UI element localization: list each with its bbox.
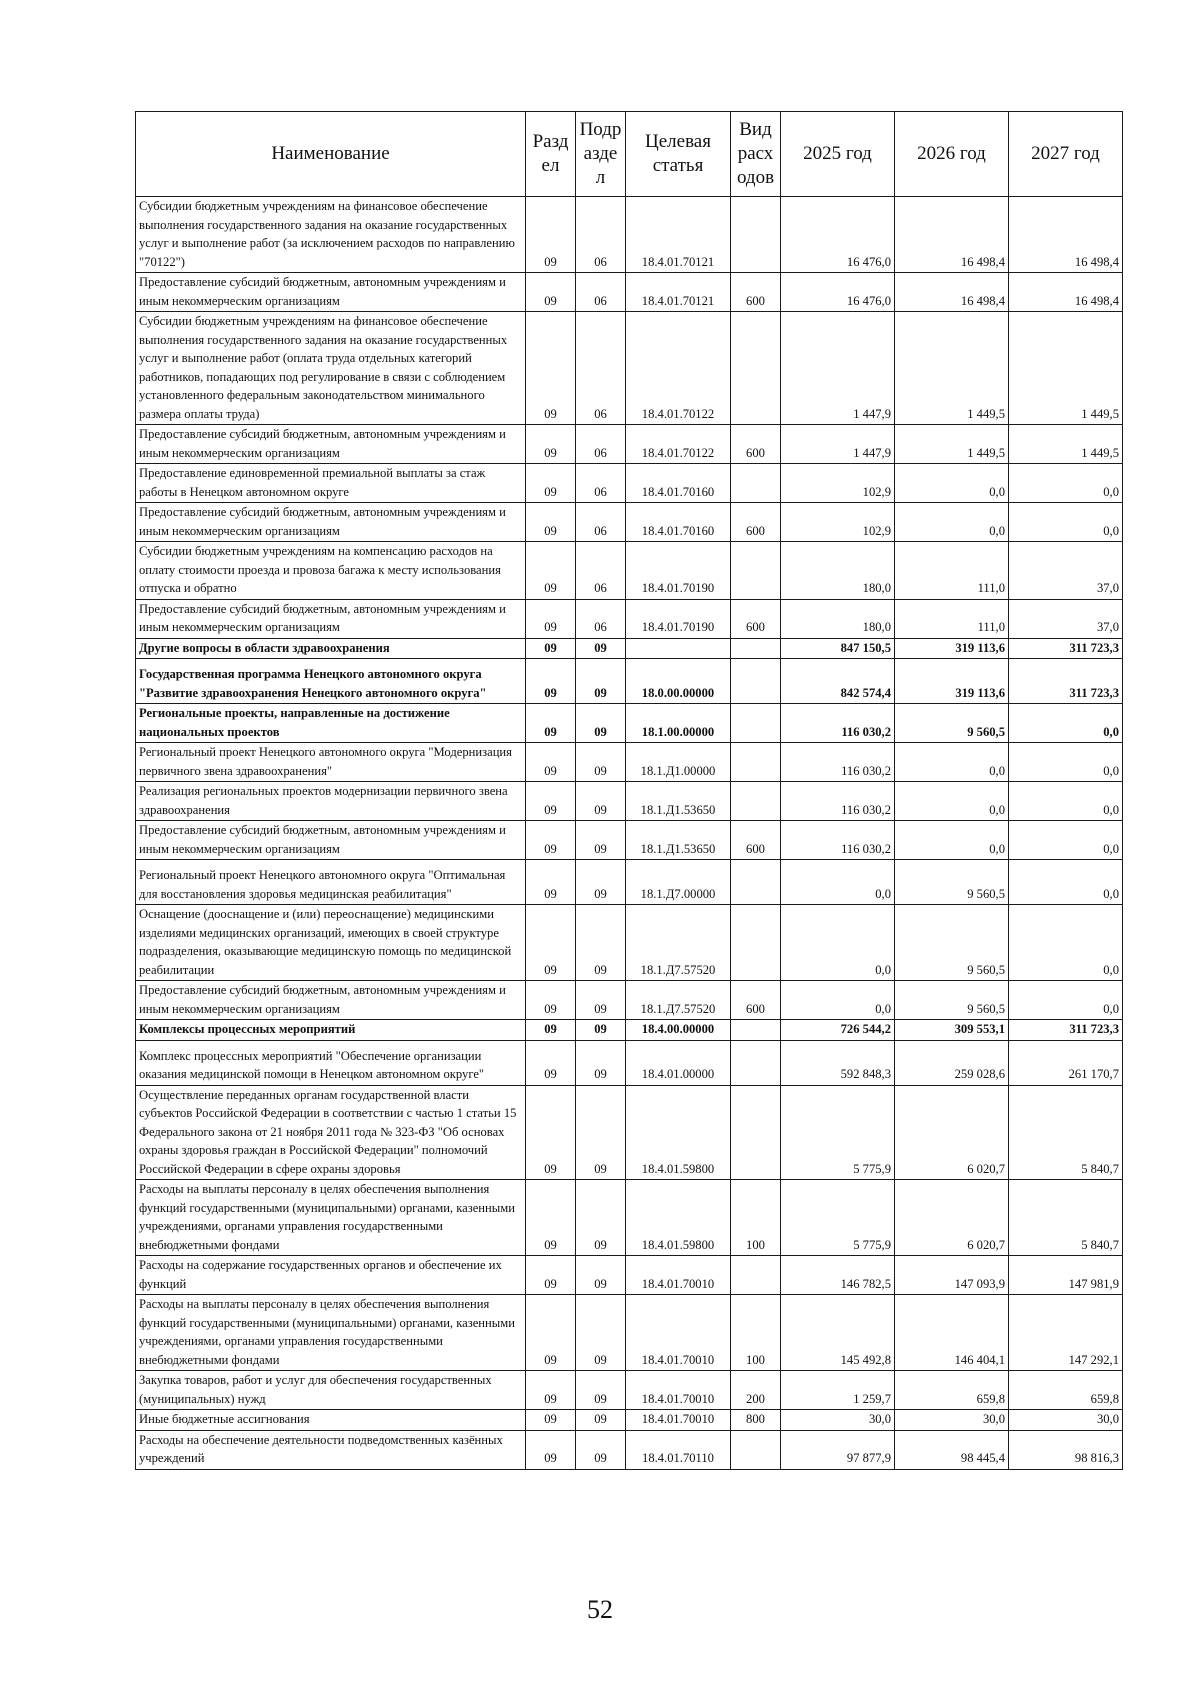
- table-row: [136, 659, 1123, 704]
- cell-name: Комплекс процессных мероприятий "Обеспечение организации оказания медицинской помощи в Ненецком автономном округе": [136, 1040, 526, 1085]
- cell-vid: [731, 1085, 781, 1180]
- cell-2027: 98 816,3: [1009, 1430, 1123, 1469]
- cell-2026: 9 560,5: [895, 704, 1009, 743]
- cell-2025: 842 574,4: [781, 659, 895, 704]
- cell-celevaya: 18.4.01.70010: [626, 1256, 731, 1295]
- cell-celevaya: 18.0.00.00000: [626, 659, 731, 704]
- cell-2027: 5 840,7: [1009, 1085, 1123, 1180]
- cell-2027: 0,0: [1009, 743, 1123, 782]
- cell-celevaya: 18.4.01.00000: [626, 1040, 731, 1085]
- cell-celevaya: 18.1.Д7.00000: [626, 860, 731, 905]
- table-row: [136, 503, 1123, 542]
- cell-vid: [731, 1256, 781, 1295]
- cell-2026: 1 449,5: [895, 425, 1009, 464]
- cell-name: Оснащение (дооснащение и (или) переоснащение) медицинскими изделиями медицинских организаций, имеющих в своей структуре подразделения, оказывающие медицинскую помощь по медицинской реабилитации: [136, 905, 526, 981]
- cell-celevaya: 18.4.01.70160: [626, 503, 731, 542]
- cell-razdel: 09: [526, 860, 576, 905]
- cell-2026: 6 020,7: [895, 1085, 1009, 1180]
- cell-razdel: 09: [526, 503, 576, 542]
- cell-vid: [731, 1020, 781, 1041]
- cell-razdel: 09: [526, 1085, 576, 1180]
- table-row: [136, 197, 1123, 273]
- cell-razdel: 09: [526, 197, 576, 273]
- table-row: [136, 1430, 1123, 1469]
- cell-celevaya: 18.4.01.70122: [626, 312, 731, 425]
- cell-2026: 0,0: [895, 464, 1009, 503]
- cell-2025: 180,0: [781, 599, 895, 638]
- header-name: Наименование: [136, 112, 526, 197]
- cell-2027: 37,0: [1009, 542, 1123, 600]
- cell-podrazdel: 09: [576, 1040, 626, 1085]
- cell-2025: 16 476,0: [781, 273, 895, 312]
- cell-podrazdel: 06: [576, 312, 626, 425]
- cell-2026: 6 020,7: [895, 1180, 1009, 1256]
- cell-razdel: 09: [526, 1295, 576, 1371]
- cell-celevaya: 18.4.01.70010: [626, 1410, 731, 1431]
- cell-2026: 319 113,6: [895, 659, 1009, 704]
- cell-2026: 0,0: [895, 821, 1009, 860]
- header-2025: 2025 год: [781, 112, 895, 197]
- table-row: [136, 542, 1123, 600]
- cell-podrazdel: 06: [576, 464, 626, 503]
- cell-2026: 9 560,5: [895, 905, 1009, 981]
- cell-vid: 800: [731, 1410, 781, 1431]
- cell-podrazdel: 09: [576, 1295, 626, 1371]
- cell-2025: 97 877,9: [781, 1430, 895, 1469]
- cell-name: Расходы на выплаты персоналу в целях обеспечения выполнения функций государственными (муниципальными) органами, казенными учреждениями, органами управления государственными внебюджетными фондами: [136, 1180, 526, 1256]
- cell-celevaya: 18.4.01.70110: [626, 1430, 731, 1469]
- cell-celevaya: 18.4.01.59800: [626, 1180, 731, 1256]
- cell-podrazdel: 09: [576, 1410, 626, 1431]
- table-row: [136, 981, 1123, 1020]
- cell-name: Иные бюджетные ассигнования: [136, 1410, 526, 1431]
- cell-vid: [731, 905, 781, 981]
- cell-celevaya: [626, 638, 731, 659]
- cell-celevaya: 18.1.Д1.00000: [626, 743, 731, 782]
- cell-razdel: 09: [526, 1410, 576, 1431]
- cell-name: Расходы на содержание государственных органов и обеспечение их функций: [136, 1256, 526, 1295]
- cell-vid: 600: [731, 599, 781, 638]
- cell-podrazdel: 06: [576, 503, 626, 542]
- cell-name: Осуществление переданных органам государственной власти субъектов Российской Федерации в соответствии с частью 1 статьи 15 Федерального закона от 21 ноября 2011 года № 323-ФЗ "Об основах охраны здоровья граждан в Российской Федерации" полномочий Российской Федерации в сфере охраны здоровья: [136, 1085, 526, 1180]
- cell-2027: 147 981,9: [1009, 1256, 1123, 1295]
- cell-2026: 9 560,5: [895, 860, 1009, 905]
- cell-podrazdel: 09: [576, 905, 626, 981]
- cell-razdel: 09: [526, 821, 576, 860]
- table-row: [136, 821, 1123, 860]
- cell-2026: 0,0: [895, 782, 1009, 821]
- table-row: [136, 1020, 1123, 1041]
- cell-celevaya: 18.4.01.70190: [626, 599, 731, 638]
- cell-2025: 726 544,2: [781, 1020, 895, 1041]
- cell-vid: 200: [731, 1371, 781, 1410]
- table-row: [136, 860, 1123, 905]
- table-row: [136, 1371, 1123, 1410]
- cell-2027: 0,0: [1009, 782, 1123, 821]
- cell-vid: [731, 704, 781, 743]
- cell-celevaya: 18.1.Д1.53650: [626, 782, 731, 821]
- table-row: [136, 425, 1123, 464]
- cell-name: Предоставление субсидий бюджетным, автономным учреждениям и иным некоммерческим организациям: [136, 425, 526, 464]
- table-row: [136, 743, 1123, 782]
- cell-razdel: 09: [526, 905, 576, 981]
- cell-2026: 9 560,5: [895, 981, 1009, 1020]
- table-row: [136, 704, 1123, 743]
- cell-2027: 16 498,4: [1009, 197, 1123, 273]
- cell-name: Расходы на выплаты персоналу в целях обеспечения выполнения функций государственными (муниципальными) органами, казенными учреждениями, органами управления государственными внебюджетными фондами: [136, 1295, 526, 1371]
- cell-2027: 311 723,3: [1009, 638, 1123, 659]
- cell-name: Реализация региональных проектов модернизации первичного звена здравоохранения: [136, 782, 526, 821]
- cell-2025: 5 775,9: [781, 1085, 895, 1180]
- cell-razdel: 09: [526, 659, 576, 704]
- cell-2025: 0,0: [781, 981, 895, 1020]
- cell-razdel: 09: [526, 464, 576, 503]
- cell-2026: 111,0: [895, 599, 1009, 638]
- cell-2025: 146 782,5: [781, 1256, 895, 1295]
- header-vid: Вид расх одов: [731, 112, 781, 197]
- table-body: [136, 197, 1123, 1470]
- cell-podrazdel: 09: [576, 821, 626, 860]
- table-row: [136, 1040, 1123, 1085]
- table-row: [136, 464, 1123, 503]
- cell-2026: 111,0: [895, 542, 1009, 600]
- cell-name: Субсидии бюджетным учреждениям на финансовое обеспечение выполнения государственного задания на оказание государственных услуг и выполнение работ (за исключением расходов по направлению "70122"): [136, 197, 526, 273]
- cell-celevaya: 18.1.Д7.57520: [626, 905, 731, 981]
- cell-2026: 16 498,4: [895, 197, 1009, 273]
- cell-2026: 1 449,5: [895, 312, 1009, 425]
- cell-podrazdel: 09: [576, 981, 626, 1020]
- cell-vid: [731, 743, 781, 782]
- cell-2026: 146 404,1: [895, 1295, 1009, 1371]
- cell-vid: [731, 464, 781, 503]
- cell-podrazdel: 09: [576, 1256, 626, 1295]
- cell-name: Региональный проект Ненецкого автономного округа "Модернизация первичного звена здравоохранения": [136, 743, 526, 782]
- cell-celevaya: 18.4.01.59800: [626, 1085, 731, 1180]
- cell-2025: 116 030,2: [781, 821, 895, 860]
- cell-name: Региональные проекты, направленные на достижение национальных проектов: [136, 704, 526, 743]
- cell-2025: 116 030,2: [781, 704, 895, 743]
- cell-name: Закупка товаров, работ и услуг для обеспечения государственных (муниципальных) нужд: [136, 1371, 526, 1410]
- cell-vid: 600: [731, 273, 781, 312]
- cell-vid: [731, 860, 781, 905]
- cell-podrazdel: 06: [576, 599, 626, 638]
- table-row: [136, 1085, 1123, 1180]
- cell-2025: 116 030,2: [781, 743, 895, 782]
- cell-name: Комплексы процессных мероприятий: [136, 1020, 526, 1041]
- cell-2026: 319 113,6: [895, 638, 1009, 659]
- cell-name: Государственная программа Ненецкого автономного округа "Развитие здравоохранения Ненецкого автономного округа": [136, 659, 526, 704]
- cell-celevaya: 18.4.01.70010: [626, 1295, 731, 1371]
- cell-razdel: 09: [526, 599, 576, 638]
- cell-2027: 261 170,7: [1009, 1040, 1123, 1085]
- cell-celevaya: 18.4.01.70122: [626, 425, 731, 464]
- cell-name: Расходы на обеспечение деятельности подведомственных казённых учреждений: [136, 1430, 526, 1469]
- cell-2025: 30,0: [781, 1410, 895, 1431]
- cell-vid: [731, 1040, 781, 1085]
- table-row: [136, 1256, 1123, 1295]
- cell-celevaya: 18.4.01.70121: [626, 273, 731, 312]
- cell-razdel: 09: [526, 743, 576, 782]
- cell-2025: 1 259,7: [781, 1371, 895, 1410]
- cell-2027: 147 292,1: [1009, 1295, 1123, 1371]
- cell-vid: 100: [731, 1180, 781, 1256]
- cell-podrazdel: 09: [576, 1085, 626, 1180]
- cell-razdel: 09: [526, 312, 576, 425]
- cell-2026: 147 093,9: [895, 1256, 1009, 1295]
- cell-2027: 1 449,5: [1009, 312, 1123, 425]
- header-podrazdel: Подр азде л: [576, 112, 626, 197]
- header-razdel: Разд ел: [526, 112, 576, 197]
- cell-2027: 311 723,3: [1009, 659, 1123, 704]
- cell-2027: 311 723,3: [1009, 1020, 1123, 1041]
- table-row: [136, 599, 1123, 638]
- cell-2025: 145 492,8: [781, 1295, 895, 1371]
- cell-name: Другие вопросы в области здравоохранения: [136, 638, 526, 659]
- cell-celevaya: 18.4.01.70010: [626, 1371, 731, 1410]
- cell-vid: 600: [731, 981, 781, 1020]
- cell-podrazdel: 09: [576, 659, 626, 704]
- cell-2027: 0,0: [1009, 860, 1123, 905]
- cell-2025: 0,0: [781, 905, 895, 981]
- cell-2025: 180,0: [781, 542, 895, 600]
- cell-name: Предоставление субсидий бюджетным, автономным учреждениям и иным некоммерческим организациям: [136, 503, 526, 542]
- table-row: [136, 1410, 1123, 1431]
- cell-celevaya: 18.4.01.70121: [626, 197, 731, 273]
- cell-name: Предоставление единовременной премиальной выплаты за стаж работы в Ненецком автономном округе: [136, 464, 526, 503]
- cell-vid: [731, 312, 781, 425]
- cell-vid: [731, 1430, 781, 1469]
- cell-podrazdel: 09: [576, 704, 626, 743]
- cell-2025: 847 150,5: [781, 638, 895, 659]
- cell-2025: 1 447,9: [781, 425, 895, 464]
- cell-razdel: 09: [526, 1020, 576, 1041]
- cell-2025: 102,9: [781, 503, 895, 542]
- cell-celevaya: 18.1.Д7.57520: [626, 981, 731, 1020]
- table-row: [136, 1180, 1123, 1256]
- cell-2026: 16 498,4: [895, 273, 1009, 312]
- cell-2025: 5 775,9: [781, 1180, 895, 1256]
- cell-celevaya: 18.4.00.00000: [626, 1020, 731, 1041]
- cell-vid: 600: [731, 821, 781, 860]
- cell-razdel: 09: [526, 1371, 576, 1410]
- cell-vid: [731, 542, 781, 600]
- cell-podrazdel: 06: [576, 197, 626, 273]
- cell-podrazdel: 09: [576, 638, 626, 659]
- cell-razdel: 09: [526, 1040, 576, 1085]
- cell-razdel: 09: [526, 981, 576, 1020]
- cell-vid: 600: [731, 503, 781, 542]
- cell-podrazdel: 09: [576, 782, 626, 821]
- cell-2027: 0,0: [1009, 821, 1123, 860]
- table-row: [136, 905, 1123, 981]
- cell-2027: 37,0: [1009, 599, 1123, 638]
- cell-2026: 98 445,4: [895, 1430, 1009, 1469]
- table-row: [136, 638, 1123, 659]
- cell-podrazdel: 09: [576, 1371, 626, 1410]
- cell-podrazdel: 09: [576, 1020, 626, 1041]
- cell-vid: [731, 638, 781, 659]
- cell-2027: 1 449,5: [1009, 425, 1123, 464]
- cell-2025: 1 447,9: [781, 312, 895, 425]
- cell-podrazdel: 09: [576, 1430, 626, 1469]
- cell-razdel: 09: [526, 273, 576, 312]
- cell-vid: [731, 782, 781, 821]
- cell-vid: [731, 659, 781, 704]
- cell-podrazdel: 06: [576, 425, 626, 464]
- cell-name: Региональный проект Ненецкого автономного округа "Оптимальная для восстановления здоровья медицинская реабилитация": [136, 860, 526, 905]
- cell-name: Предоставление субсидий бюджетным, автономным учреждениям и иным некоммерческим организациям: [136, 981, 526, 1020]
- cell-vid: 600: [731, 425, 781, 464]
- cell-razdel: 09: [526, 1430, 576, 1469]
- header-2026: 2026 год: [895, 112, 1009, 197]
- cell-celevaya: 18.4.01.70160: [626, 464, 731, 503]
- cell-celevaya: 18.1.Д1.53650: [626, 821, 731, 860]
- cell-2027: 16 498,4: [1009, 273, 1123, 312]
- table-header-row: [136, 112, 1123, 197]
- cell-celevaya: 18.1.00.00000: [626, 704, 731, 743]
- cell-2027: 0,0: [1009, 464, 1123, 503]
- cell-2027: 659,8: [1009, 1371, 1123, 1410]
- cell-razdel: 09: [526, 542, 576, 600]
- cell-razdel: 09: [526, 1256, 576, 1295]
- cell-2027: 0,0: [1009, 905, 1123, 981]
- cell-2027: 0,0: [1009, 704, 1123, 743]
- cell-name: Предоставление субсидий бюджетным, автономным учреждениям и иным некоммерческим организациям: [136, 599, 526, 638]
- cell-razdel: 09: [526, 425, 576, 464]
- cell-2026: 259 028,6: [895, 1040, 1009, 1085]
- cell-2026: 659,8: [895, 1371, 1009, 1410]
- cell-name: Предоставление субсидий бюджетным, автономным учреждениям и иным некоммерческим организациям: [136, 821, 526, 860]
- table-row: [136, 273, 1123, 312]
- cell-name: Предоставление субсидий бюджетным, автономным учреждениям и иным некоммерческим организациям: [136, 273, 526, 312]
- cell-2027: 0,0: [1009, 981, 1123, 1020]
- cell-2025: 0,0: [781, 860, 895, 905]
- cell-2025: 592 848,3: [781, 1040, 895, 1085]
- cell-podrazdel: 09: [576, 1180, 626, 1256]
- header-2027: 2027 год: [1009, 112, 1123, 197]
- cell-2026: 0,0: [895, 743, 1009, 782]
- cell-podrazdel: 09: [576, 743, 626, 782]
- cell-2026: 0,0: [895, 503, 1009, 542]
- cell-vid: 100: [731, 1295, 781, 1371]
- cell-name: Субсидии бюджетным учреждениям на компенсацию расходов на оплату стоимости проезда и провоза багажа к месту использования отпуска и обратно: [136, 542, 526, 600]
- cell-podrazdel: 06: [576, 542, 626, 600]
- cell-2025: 16 476,0: [781, 197, 895, 273]
- cell-razdel: 09: [526, 782, 576, 821]
- cell-2025: 102,9: [781, 464, 895, 503]
- cell-vid: [731, 197, 781, 273]
- table-row: [136, 1295, 1123, 1371]
- cell-2027: 0,0: [1009, 503, 1123, 542]
- cell-2026: 30,0: [895, 1410, 1009, 1431]
- cell-razdel: 09: [526, 704, 576, 743]
- budget-table: [135, 111, 1123, 1470]
- cell-razdel: 09: [526, 1180, 576, 1256]
- table-row: [136, 782, 1123, 821]
- cell-name: Субсидии бюджетным учреждениям на финансовое обеспечение выполнения государственного задания на оказание государственных услуг и выполнение работ (оплата труда отдельных категорий работников, попадающих под регулирование в связи с соблюдением установленного федеральным законодательством минимального размера оплаты труда): [136, 312, 526, 425]
- table-row: [136, 312, 1123, 425]
- header-celevaya: Целевая статья: [626, 112, 731, 197]
- cell-podrazdel: 06: [576, 273, 626, 312]
- cell-2027: 30,0: [1009, 1410, 1123, 1431]
- page-number: 52: [587, 1595, 613, 1624]
- cell-podrazdel: 09: [576, 860, 626, 905]
- cell-2027: 5 840,7: [1009, 1180, 1123, 1256]
- cell-2026: 309 553,1: [895, 1020, 1009, 1041]
- cell-2025: 116 030,2: [781, 782, 895, 821]
- cell-razdel: 09: [526, 638, 576, 659]
- cell-celevaya: 18.4.01.70190: [626, 542, 731, 600]
